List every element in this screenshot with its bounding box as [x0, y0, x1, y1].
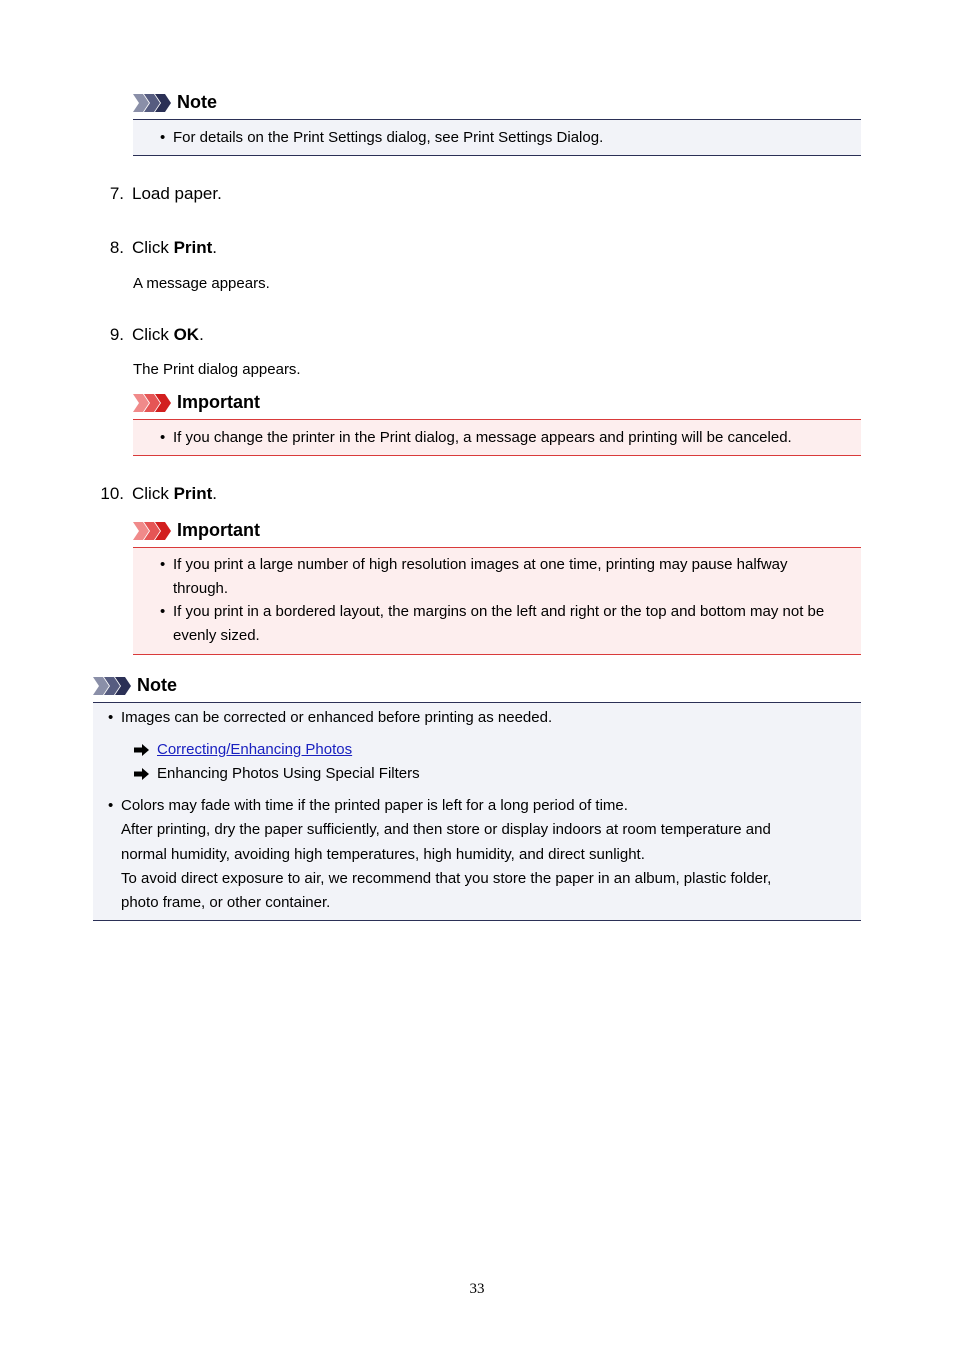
bullet: • — [160, 429, 166, 446]
bullet: • — [160, 603, 166, 620]
list-item-text: To avoid direct exposure to air, we recommend that you store the paper in an album, plastic folder, — [121, 870, 772, 887]
important-chevrons-icon — [133, 394, 173, 412]
step-8-result: A message appears. — [133, 275, 270, 292]
correcting-enhancing-photos-link[interactable]: Correcting/Enhancing Photos — [157, 741, 353, 758]
ui-term: OK — [173, 325, 200, 344]
important-title: Important — [177, 520, 260, 540]
step-number: 10. — [100, 484, 124, 503]
list-item-text: photo frame, or other container. — [121, 894, 331, 911]
list-item-text: After printing, dry the paper sufficiently, and then store or display indoors at room temperature and — [121, 821, 771, 838]
note-chevrons-icon — [93, 677, 133, 695]
important-header — [133, 392, 260, 413]
step-number: 7. — [109, 184, 124, 203]
note-title: Note — [177, 92, 217, 112]
list-item-text: Colors may fade with time if the printed paper is left for a long period of time. — [121, 797, 628, 814]
related-link-item[interactable] — [134, 738, 352, 762]
note-header — [93, 675, 177, 696]
arrow-right-icon — [134, 768, 149, 780]
step-number: 8. — [109, 238, 124, 257]
arrow-right-icon — [134, 744, 149, 756]
list-item-text: If you print in a bordered layout, the margins on the left and right or the top and bottom may not be — [173, 603, 825, 620]
bullet: • — [160, 556, 166, 573]
list-item-text: If you change the printer in the Print dialog, a message appears and printing will be canceled. — [173, 429, 792, 446]
step-text: Click Print. — [132, 484, 218, 503]
bullet: • — [160, 129, 166, 146]
bullet: • — [108, 709, 114, 726]
page-number: 33 — [469, 1281, 485, 1297]
step-text: Load paper. — [132, 184, 222, 203]
step-number: 9. — [109, 325, 124, 344]
important-title: Important — [177, 392, 260, 412]
important-chevrons-icon — [133, 522, 173, 540]
list-item-text: If you print a large number of high resolution images at one time, printing may pause halfway — [173, 556, 788, 573]
note-header — [133, 92, 217, 113]
related-link-item — [134, 762, 420, 786]
important-header — [133, 520, 260, 541]
list-item-text: For details on the Print Settings dialog, see Print Settings Dialog. — [173, 129, 604, 146]
note-title: Note — [137, 675, 177, 695]
note-box — [133, 119, 861, 156]
note-box — [93, 702, 861, 921]
list-item-text: evenly sized. — [173, 627, 260, 644]
ui-term: Print — [173, 238, 213, 257]
important-box — [133, 547, 861, 655]
step-text: Click Print. — [132, 238, 218, 257]
bullet: • — [108, 797, 114, 814]
list-item-text: through. — [173, 580, 229, 597]
list-item-text: Images can be corrected or enhanced before printing as needed. — [121, 709, 553, 726]
related-topic-text: Enhancing Photos Using Special Filters — [157, 765, 420, 782]
step-text: Click OK. — [132, 325, 204, 344]
step-9-result: The Print dialog appears. — [133, 361, 301, 378]
ui-term: Print — [173, 484, 213, 503]
note-chevrons-icon — [133, 94, 173, 112]
list-item-text: normal humidity, avoiding high temperatures, high humidity, and direct sunlight. — [121, 846, 645, 863]
important-box — [133, 419, 861, 456]
